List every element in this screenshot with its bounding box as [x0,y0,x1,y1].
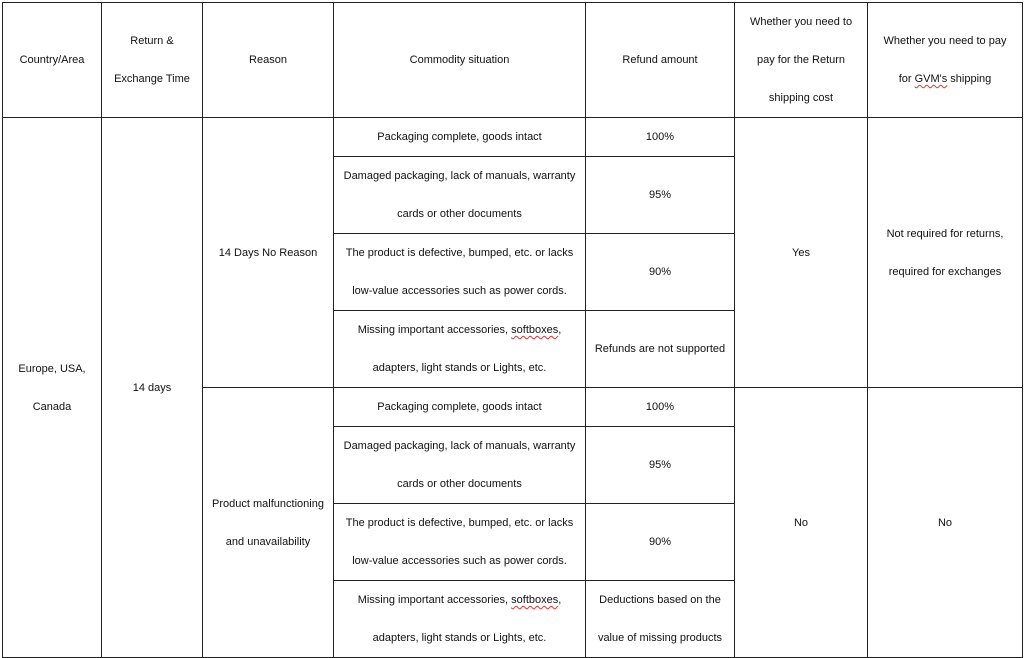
commodity-suffix: , adapters, light stands or Lights, etc. [372,594,562,644]
header-country: Country/Area [3,3,102,118]
header-gvm-shipping-suffix: shipping [947,73,992,85]
return-cost-cell: Yes [735,118,868,388]
commodity-cell [334,581,586,658]
commodity-cell: The product is defective, bumped, etc. or lacks low-value accessories such as power cords. [334,504,586,581]
return-time-cell: 14 days [102,118,203,658]
commodity-cell: Damaged packaging, lack of manuals, warranty cards or other documents [334,157,586,234]
header-row [3,3,1023,118]
commodity-prefix: Missing important accessories, [357,594,512,606]
header-refund-amount: Refund amount [586,3,735,118]
commodity-cell: Packaging complete, goods intact [334,388,586,427]
header-gvm-shipping-prefix: Whether you need to pay for [883,35,1007,85]
header-commodity-situation: Commodity situation [334,3,586,118]
gvm-shipping-cell: Not required for returns, required for exchanges [868,118,1023,388]
header-gvm-shipping [868,3,1023,118]
refund-cell: 90% [586,234,735,311]
refund-cell: 100% [586,388,735,427]
table-row [3,118,1023,157]
gvm-shipping-cell: No [868,388,1023,658]
refund-cell: 95% [586,157,735,234]
commodity-suffix: , adapters, light stands or Lights, etc. [372,324,562,374]
header-return-exchange-time: Return & Exchange Time [102,3,203,118]
refund-cell: Deductions based on the value of missing products [586,581,735,658]
reason-cell: Product malfunctioning and unavailability [203,388,334,658]
refund-cell: 95% [586,427,735,504]
commodity-cell: The product is defective, bumped, etc. or lacks low-value accessories such as power cords. [334,234,586,311]
commodity-flagged-word: softboxes [511,324,559,336]
header-gvm-shipping-brand: GVM's [914,73,948,85]
return-policy-table [2,2,1023,658]
reason-cell: 14 Days No Reason [203,118,334,388]
header-reason: Reason [203,3,334,118]
refund-cell: 100% [586,118,735,157]
header-return-shipping-cost: Whether you need to pay for the Return shipping cost [735,3,868,118]
commodity-cell [334,311,586,388]
refund-cell: Refunds are not supported [586,311,735,388]
commodity-cell: Damaged packaging, lack of manuals, warranty cards or other documents [334,427,586,504]
commodity-cell: Packaging complete, goods intact [334,118,586,157]
country-cell: Europe, USA, Canada [3,118,102,658]
commodity-prefix: Missing important accessories, [357,324,512,336]
commodity-flagged-word: softboxes [511,594,559,606]
refund-cell: 90% [586,504,735,581]
return-cost-cell: No [735,388,868,658]
